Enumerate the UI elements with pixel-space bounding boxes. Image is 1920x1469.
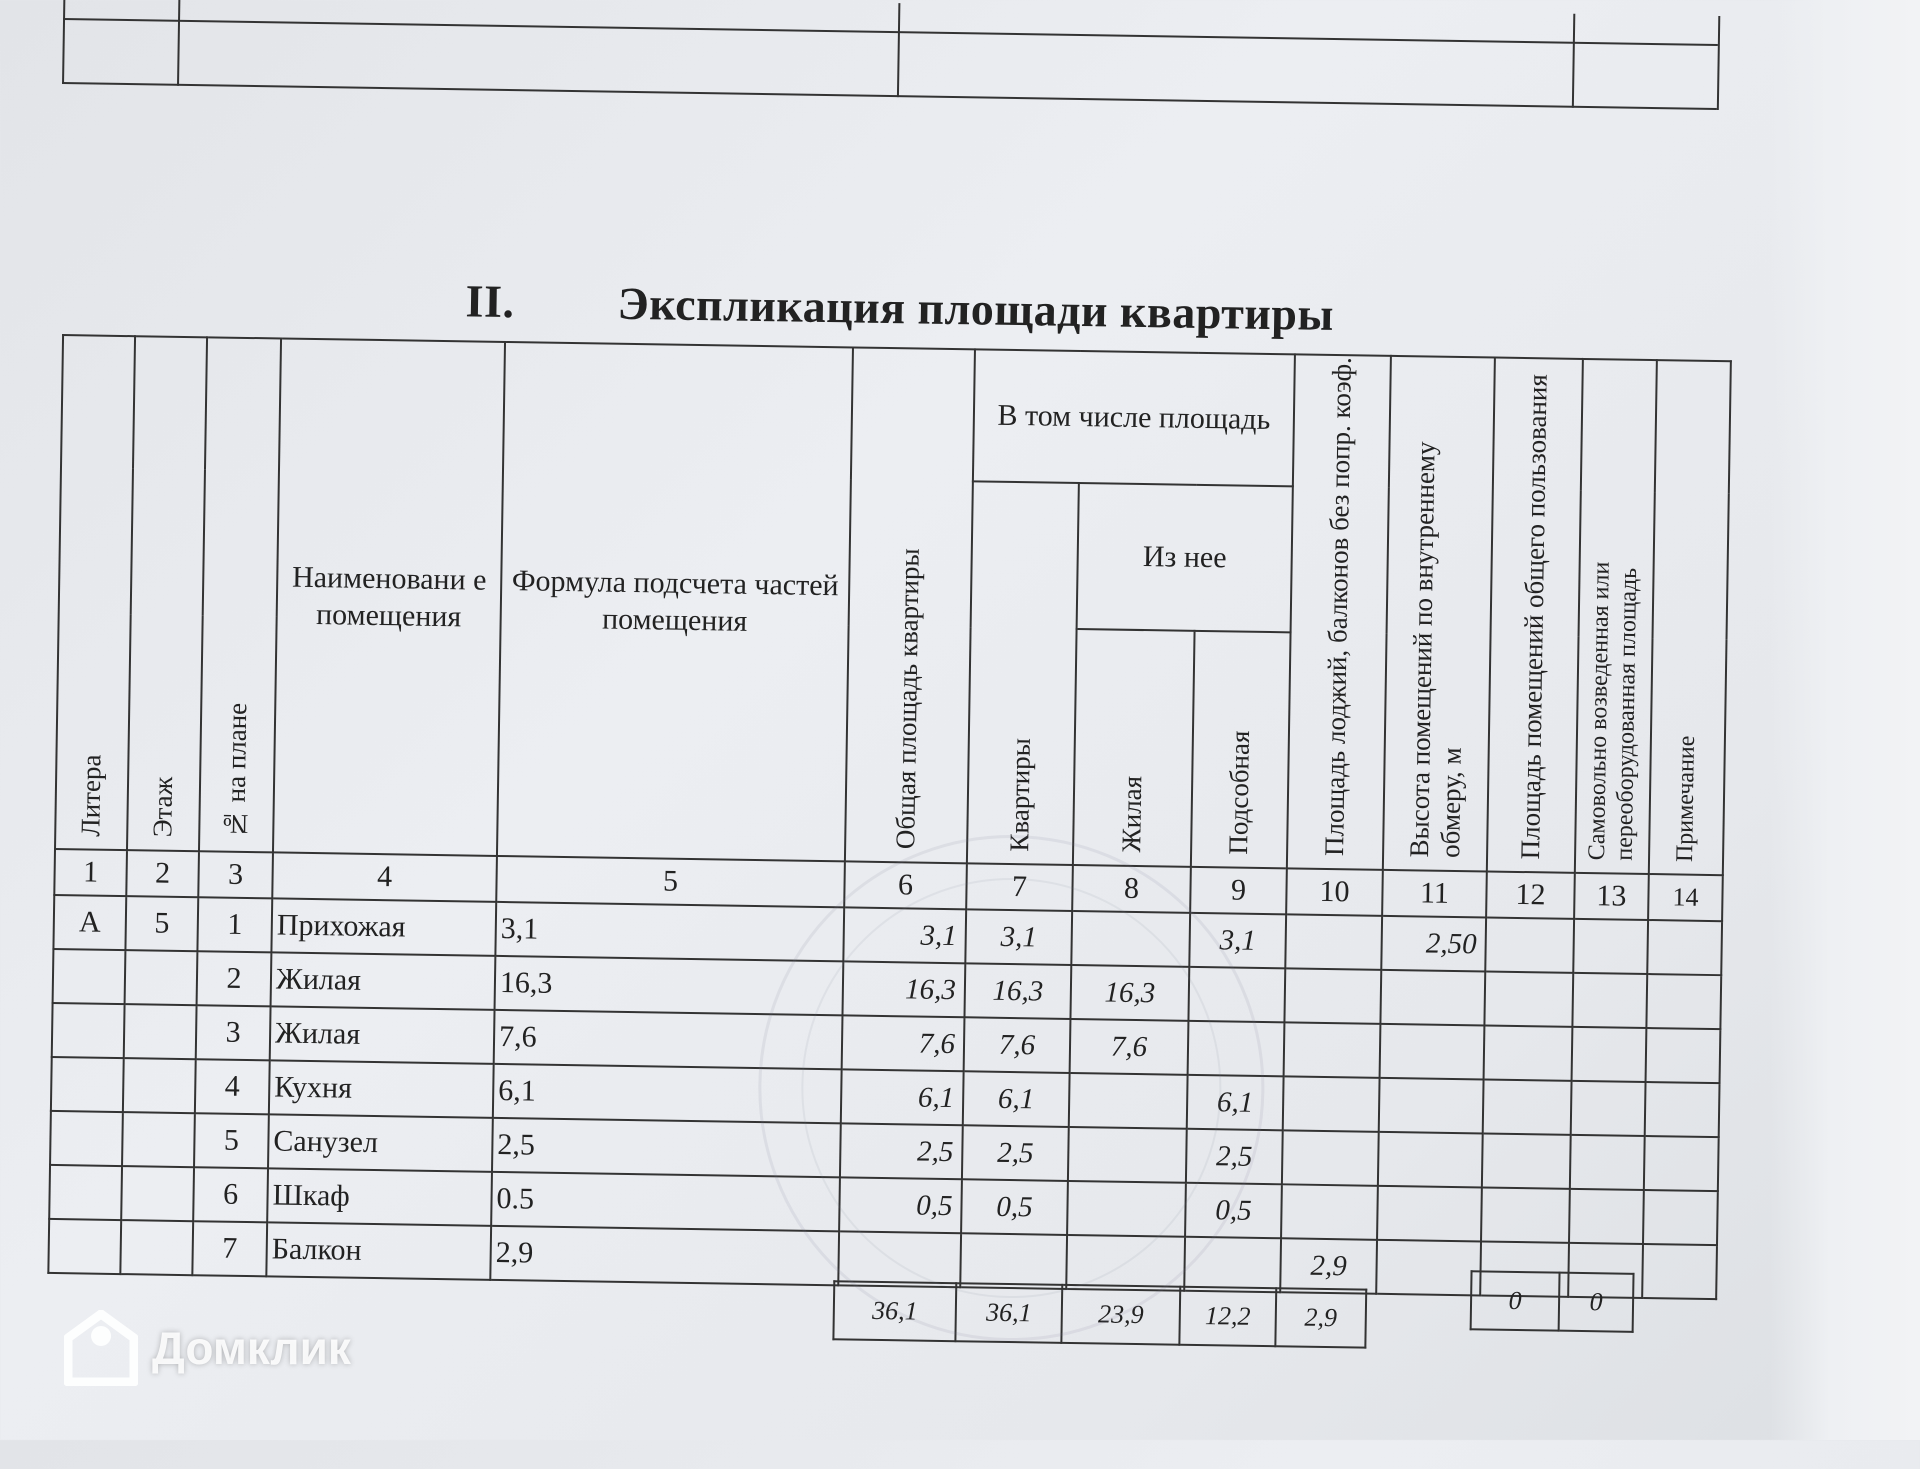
- cell-vysota: 2,50: [1381, 916, 1486, 972]
- header-row-1: [61, 335, 1731, 493]
- cell-vysota: [1380, 970, 1485, 1026]
- column-number: 10: [1286, 868, 1383, 916]
- previous-table-remnant: [62, 0, 1718, 116]
- column-number: 12: [1486, 871, 1575, 918]
- cell-nomer: 5: [194, 1113, 269, 1168]
- cell-primechanie: [1643, 1190, 1718, 1245]
- column-number: 9: [1190, 867, 1287, 915]
- cell-lodzhii: 2,9: [1280, 1238, 1377, 1294]
- cell-obshchego: [1485, 917, 1574, 972]
- cell-samovolno: [1572, 973, 1647, 1028]
- cell-litera: [53, 949, 126, 1004]
- cell-etazh: [122, 1112, 195, 1167]
- cell-kvartiry: 6,1: [963, 1071, 1070, 1127]
- cell-obshchaya: 0,5: [839, 1177, 962, 1233]
- cell-primechanie: [1647, 920, 1722, 975]
- header-litera: Литера: [55, 335, 135, 850]
- column-number: 6: [844, 861, 967, 909]
- cell-obshchaya: 3,1: [843, 907, 966, 963]
- cell-litera: [48, 1219, 121, 1274]
- cell-litera: [50, 1111, 123, 1166]
- column-number: 13: [1574, 873, 1649, 920]
- column-number: 8: [1072, 865, 1191, 913]
- cell-etazh: 5: [125, 896, 198, 951]
- column-number: 1: [54, 849, 127, 896]
- cell-nomer: 2: [197, 951, 272, 1006]
- cell-samovolno: [1570, 1135, 1645, 1190]
- total-podsobnaya: 12,2: [1179, 1287, 1276, 1347]
- cell-obshchego: [1483, 1079, 1572, 1134]
- header-kvartiry: Квартиры: [967, 481, 1079, 865]
- cell-obshchego: [1484, 1025, 1573, 1080]
- cell-nomer: 6: [193, 1167, 268, 1222]
- cell-formula: 0.5: [491, 1172, 840, 1231]
- column-number: 4: [272, 852, 497, 902]
- watermark-text: Домклик: [152, 1322, 351, 1374]
- cell-zhilaya: 16,3: [1070, 965, 1189, 1021]
- cell-vysota: [1380, 1024, 1485, 1080]
- total-samovolno: 0: [1559, 1273, 1634, 1332]
- header-nomer: № на плане: [199, 337, 281, 852]
- cell-etazh: [123, 1058, 196, 1113]
- totals-table-common: [1470, 1270, 1635, 1333]
- cell-lodzhii: [1282, 1130, 1379, 1186]
- cell-name: Санузел: [268, 1114, 493, 1172]
- cell-formula: 2,9: [490, 1226, 839, 1285]
- cell-obshchaya: 7,6: [842, 1015, 965, 1071]
- cell-samovolno: [1572, 1027, 1647, 1082]
- cell-formula: 7,6: [494, 1010, 843, 1069]
- cell-lodzhii: [1283, 1076, 1380, 1132]
- cell-obshchego: [1481, 1187, 1570, 1242]
- cell-lodzhii: [1281, 1184, 1378, 1240]
- cell-etazh: [125, 950, 198, 1005]
- header-v-tom-chisle: В том числе площадь: [973, 349, 1295, 486]
- cell-obshchaya: 6,1: [841, 1069, 964, 1125]
- cell-kvartiry: 3,1: [965, 909, 1072, 965]
- section-number: II.: [465, 275, 515, 328]
- header-naimenovanie: Наименовани е помещения: [273, 338, 505, 855]
- total-obshchego: 0: [1471, 1271, 1560, 1330]
- cell-samovolno: [1571, 1081, 1646, 1136]
- total-obshchaya: 36,1: [833, 1281, 956, 1341]
- cell-name: Шкаф: [267, 1168, 492, 1226]
- header-obshchaya: Общая площадь квартиры: [845, 347, 975, 863]
- cell-vysota: [1376, 1240, 1481, 1296]
- cell-obshchaya: 2,5: [840, 1123, 963, 1179]
- cell-formula: 16,3: [495, 956, 844, 1015]
- cell-podsobnaya: 0,5: [1185, 1183, 1282, 1239]
- header-podsobnaya: Подсобная: [1191, 631, 1291, 868]
- header-etazh: Этаж: [127, 336, 207, 851]
- cell-litera: [49, 1165, 122, 1220]
- cell-name: Прихожая: [271, 898, 496, 956]
- header-obshchego: Площадь помещений общего пользования: [1487, 358, 1583, 873]
- cell-formula: 3,1: [495, 902, 844, 961]
- cell-lodzhii: [1285, 914, 1382, 970]
- cell-kvartiry: 0,5: [961, 1179, 1068, 1235]
- house-logo-icon: [64, 1310, 138, 1386]
- column-number: 11: [1382, 870, 1487, 918]
- cell-vysota: [1377, 1186, 1482, 1242]
- cell-lodzhii: [1284, 968, 1381, 1024]
- header-samovolno: Самовольно возведенная или переоборудованная площадь: [1575, 359, 1657, 874]
- cell-formula: 2,5: [492, 1118, 841, 1177]
- section-title: Экспликация площади квартиры: [617, 277, 1335, 341]
- column-number: 5: [496, 856, 845, 907]
- total-lodzhii: 2,9: [1275, 1288, 1366, 1347]
- total-zhilaya: 23,9: [1061, 1285, 1180, 1345]
- cell-podsobnaya: 3,1: [1189, 913, 1286, 969]
- cell-etazh: [121, 1166, 194, 1221]
- cell-etazh: [120, 1220, 193, 1275]
- cell-nomer: 4: [195, 1059, 270, 1114]
- cell-formula: 6,1: [493, 1064, 842, 1123]
- cell-nomer: 1: [197, 897, 272, 952]
- cell-etazh: [124, 1004, 197, 1059]
- column-number: 7: [966, 863, 1073, 911]
- header-zhilaya: Жилая: [1073, 629, 1195, 867]
- cell-primechanie: [1646, 974, 1721, 1029]
- header-formula: Формула подсчета частей помещения: [497, 342, 853, 861]
- cell-obshchaya: 16,3: [842, 961, 965, 1017]
- column-number: 14: [1648, 874, 1723, 921]
- cell-nomer: 7: [192, 1221, 267, 1276]
- cell-primechanie: [1646, 1028, 1721, 1083]
- cell-primechanie: [1644, 1136, 1719, 1191]
- cell-name: Кухня: [269, 1060, 494, 1118]
- column-number: 2: [126, 850, 199, 897]
- cell-obshchego: [1482, 1133, 1571, 1188]
- cell-samovolno: [1569, 1189, 1644, 1244]
- header-iz-nee: Из нее: [1077, 483, 1293, 632]
- cell-samovolno: [1573, 919, 1648, 974]
- cell-vysota: [1379, 1078, 1484, 1134]
- domclick-watermark: [64, 1310, 351, 1386]
- cell-litera: [51, 1057, 124, 1112]
- cell-kvartiry: 16,3: [964, 963, 1071, 1019]
- header-vysota: Высота помещений по внутреннему обмеру, м: [1383, 356, 1495, 872]
- cell-name: Балкон: [266, 1222, 491, 1280]
- cell-vysota: [1378, 1132, 1483, 1188]
- cell-kvartiry: 7,6: [964, 1017, 1071, 1073]
- totals-row: [1471, 1271, 1634, 1332]
- cell-name: Жилая: [270, 1006, 495, 1064]
- header-lodzhii: Площадь лоджий, балконов без попр. коэф.: [1287, 354, 1391, 869]
- cell-primechanie: [1645, 1082, 1720, 1137]
- column-number: 3: [198, 851, 273, 898]
- cell-podsobnaya: 6,1: [1187, 1075, 1284, 1131]
- cell-lodzhii: [1284, 1022, 1381, 1078]
- cell-obshchego: [1484, 971, 1573, 1026]
- cell-primechanie: [1642, 1244, 1717, 1299]
- cell-zhilaya: 7,6: [1070, 1019, 1189, 1075]
- total-kvartiry: 36,1: [955, 1283, 1062, 1343]
- cell-litera: [52, 1003, 125, 1058]
- cell-litera: А: [53, 895, 126, 950]
- cell-podsobnaya: 2,5: [1186, 1129, 1283, 1185]
- cell-nomer: 3: [196, 1005, 271, 1060]
- cell-kvartiry: 2,5: [962, 1125, 1069, 1181]
- section-heading: [465, 274, 1334, 341]
- header-primechanie: Примечание: [1649, 360, 1731, 875]
- cell-name: Жилая: [271, 952, 496, 1010]
